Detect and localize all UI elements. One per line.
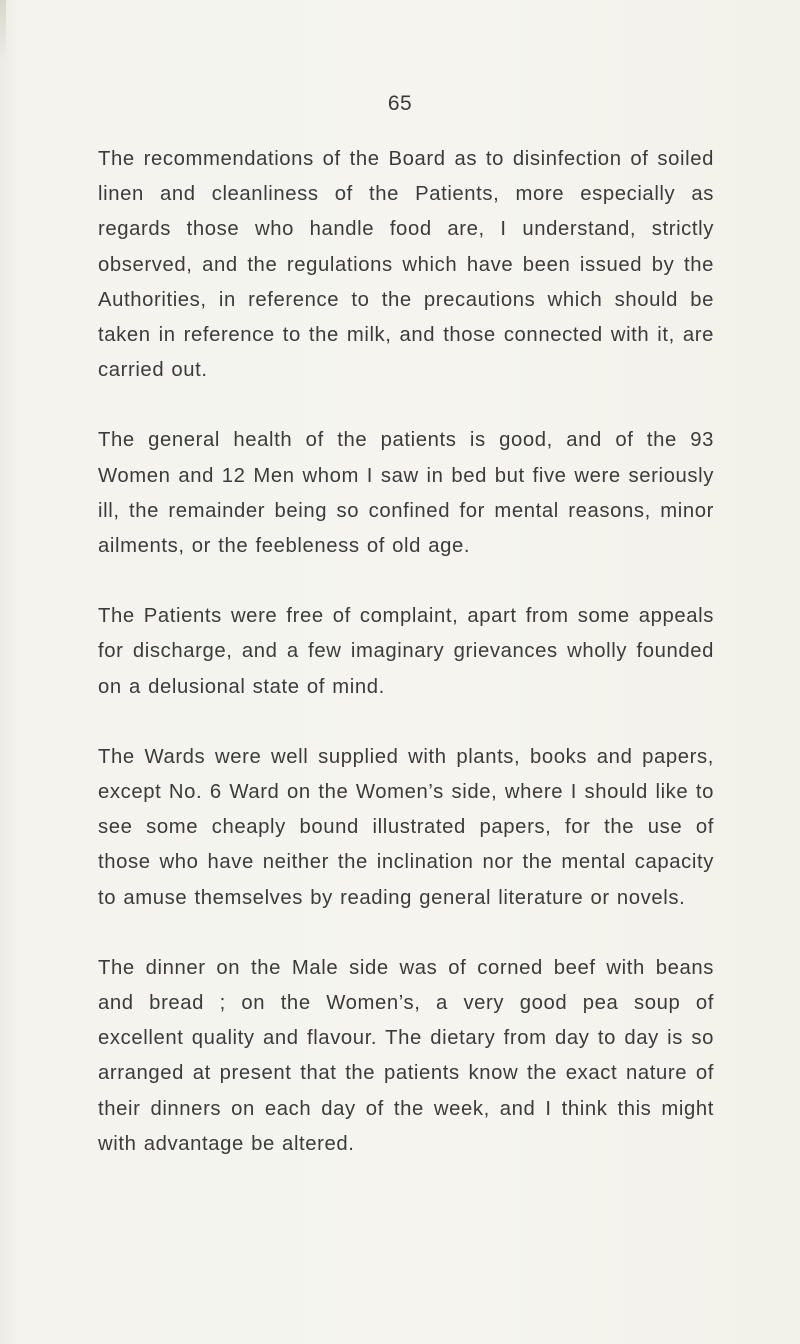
paragraph-wards: The Wards were well supplied with plants, books and papers, except No. 6 Ward on the Women’s side, where I should like to see some cheaply bound illustrated papers, for the use of those who have neither the inclination nor the mental capacity to amuse themselves by reading general literature or novels. [98, 745, 714, 909]
paragraph-dinner: The dinner on the Male side was of corned beef with beans and bread ; on the Women’s, a very good pea soup of excellent quality and flavour. The dietary from day to day is so arranged at present that the patients know the exact nature of their dinners on each day of the week, and I think this might with advantage be altered. [98, 956, 714, 1155]
body-text [98, 142, 714, 1197]
page-number: 65 [387, 92, 413, 115]
page-edge-shadow [0, 0, 6, 60]
paragraph-complaints: The Patients were free of complaint, apart from some appeals for discharge, and a few imaginary grievances wholly founded on a delusional state of mind. [98, 605, 714, 698]
paragraph-general-health: The general health of the patients is good, and of the 93 Women and 12 Men whom I saw in bed but five were seriously ill, the remainder being so confined for mental reasons, minor ailments, or the feebleness of old age. [98, 429, 714, 558]
paragraph-disinfection: The recommendations of the Board as to disinfection of soiled linen and cleanliness of the Patients, more especially as regards those who handle food are, I understand, strictly observed, and the regulations which have been issued by the Authorities, in reference to the precautions which should be taken in reference to the milk, and those connected with it, are carried out. [98, 148, 714, 382]
